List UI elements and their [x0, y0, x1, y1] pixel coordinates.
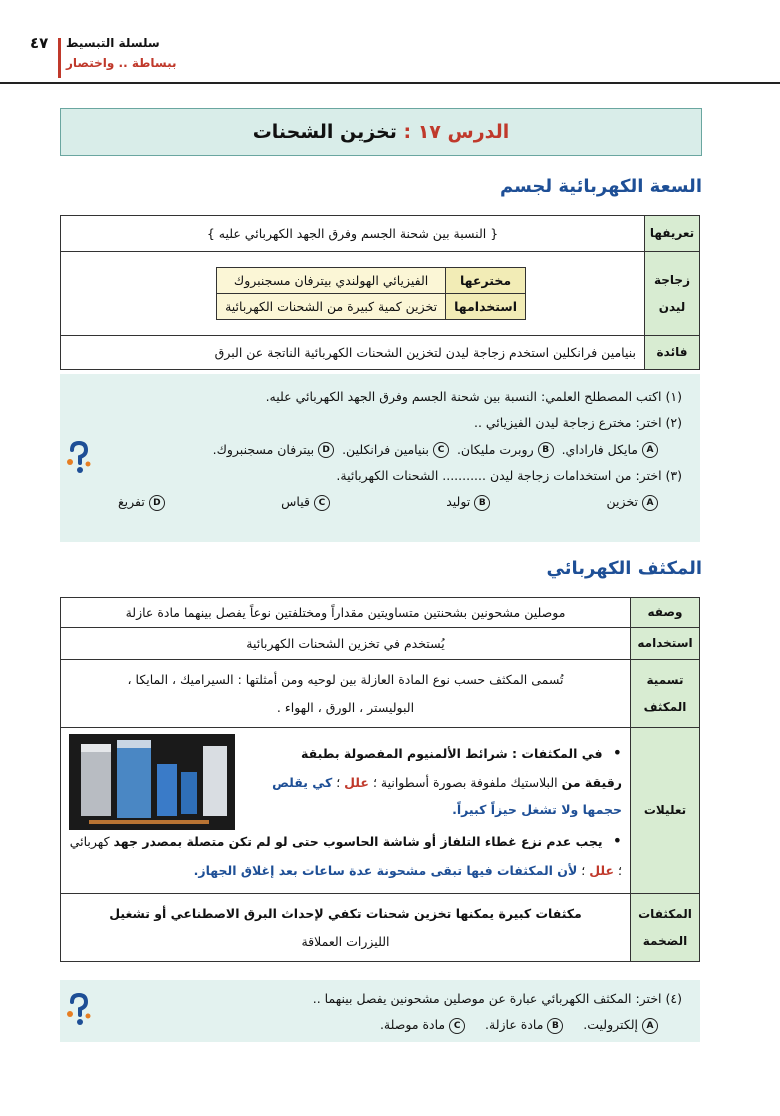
page-number: ٤٧: [30, 34, 49, 52]
capacitance-table: [60, 215, 700, 370]
inventor-label: مخترعها: [446, 268, 526, 294]
large-cell: [61, 894, 631, 962]
leyden-jar-cell: [61, 252, 645, 336]
benefit-text: بنيامين فرانكلين استخدم زجاجة ليدن لتخزين الشحنات الكهربائية الناتجة عن البرق: [61, 336, 645, 370]
q4-option-a[interactable]: Aإلكتروليت.: [583, 1017, 658, 1032]
question-4-options: [82, 1012, 682, 1038]
series-title: سلسلة التبسيط: [66, 36, 160, 50]
definition-text: { النسبة بين شحنة الجسم وفرق الجهد الكهربائي عليه }: [61, 216, 645, 252]
inventor-value: الفيزيائي الهولندي بيترفان مسجنبروك: [217, 268, 446, 294]
q2-option-d[interactable]: Dبيترفان مسجنبروك.: [213, 442, 335, 457]
row-label-definition: تعريفها: [645, 216, 700, 252]
header-divider: [58, 38, 61, 78]
lesson-prefix: الدرس ١٧ :: [403, 121, 510, 143]
row-label-reasons: تعليلات: [631, 728, 700, 894]
q2-option-a[interactable]: Aمايكل فاراداي.: [562, 442, 658, 457]
q4-option-b[interactable]: Bمادة عازلة.: [485, 1017, 563, 1032]
usage-value: تخزين كمية كبيرة من الشحنات الكهربائية: [217, 294, 446, 320]
exercise-box-1: [60, 374, 700, 542]
reasons-cell: [61, 728, 631, 894]
row-label-large: المكثفات الضخمة: [631, 894, 700, 962]
section-capacitance-title: السعة الكهربائية لجسم: [499, 176, 702, 197]
large-line-1: مكثفات كبيرة يمكنها تخزين شحنات تكفي لإحداث البرق الاصطناعي أو تشغيل: [109, 906, 582, 921]
leyden-inner-table: [216, 267, 526, 320]
q4-option-c[interactable]: Cمادة موصلة.: [380, 1017, 465, 1032]
naming-cell: [61, 660, 631, 728]
question-mark-icon: [64, 992, 94, 1030]
use-text: يُستخدم في تخزين الشحنات الكهربائية: [61, 628, 631, 660]
q3-option-b[interactable]: Bتوليد: [446, 489, 490, 515]
row-label-benefit: فائدة: [645, 336, 700, 370]
row-label-description: وصفه: [631, 598, 700, 628]
question-3-options: [118, 489, 682, 515]
reason-1: • في المكثفات : شرائط الألمنيوم المفصولة بطبقة رقيقة من البلاستيك ملفوفة بصورة أسطوانية ؛ علل ؛ كي يقلص حجمها ولا تشغل حيزاً كبيراً.: [262, 736, 622, 824]
q3-option-c[interactable]: Cقياس: [281, 489, 330, 515]
reason-2: • يجب عدم نزع غطاء التلفاز أو شاشة الحاسوب حتى لو لم تكن متصلة بمصدر جهد كهربائي ؛ علل ؛ لأن المكثفات فيها تبقى مشحونة عدة ساعات بعد إغلاق الجهاز.: [69, 824, 622, 885]
q2-option-c[interactable]: Cبنيامين فرانكلين.: [342, 442, 449, 457]
row-label-use: استخدامه: [631, 628, 700, 660]
question-2: (٢) اختر: مخترع زجاجة ليدن الفيزيائي ..: [473, 415, 682, 431]
question-4: (٤) اختر: المكثف الكهربائي عبارة عن موصلين مشحونين يفصل بينهما ..: [312, 991, 682, 1006]
question-mark-icon: [64, 440, 94, 478]
large-line-2: الليزرات العملاقة: [301, 933, 390, 949]
row-label-naming: تسمية المكثف: [631, 660, 700, 728]
q2-option-b[interactable]: Bروبرت مليكان.: [457, 442, 554, 457]
lesson-name: تخزين الشحنات: [252, 121, 397, 143]
question-2-options: [82, 437, 682, 463]
series-tagline: ببساطة .. واختصار: [66, 56, 177, 70]
q3-option-a[interactable]: Aتخزين: [607, 489, 658, 515]
row-label-leyden-jar: زجاجة ليدن: [645, 252, 700, 336]
question-1: (١) اكتب المصطلح العلمي: النسبة بين شحنة الجسم وفرق الجهد الكهربائي عليه.: [265, 389, 682, 404]
header-rule: [0, 82, 780, 84]
lesson-title: [60, 108, 702, 156]
description-text: موصلين مشحونين بشحنتين متساويتين مقداراً ومختلفتين نوعاً يفصل بينهما مادة عازلة: [61, 598, 631, 628]
question-3: (٣) اختر: من استخدامات زجاجة ليدن ........... الشحنات الكهربائية.: [336, 467, 682, 483]
exercise-box-2: [60, 980, 700, 1042]
section-capacitor-title: المكثف الكهربائي: [546, 558, 702, 579]
naming-line-2: البوليستر ، الورق ، الهواء .: [276, 699, 415, 715]
capacitor-table: [60, 597, 700, 962]
capacitors-photo: [69, 734, 235, 830]
usage-label: استخدامها: [446, 294, 526, 320]
naming-line-1: تُسمى المكثف حسب نوع المادة العازلة بين لوحيه ومن أمثلتها : السيراميك ، المايكا ،: [127, 672, 564, 687]
q3-option-d[interactable]: Dتفريغ: [118, 489, 165, 515]
